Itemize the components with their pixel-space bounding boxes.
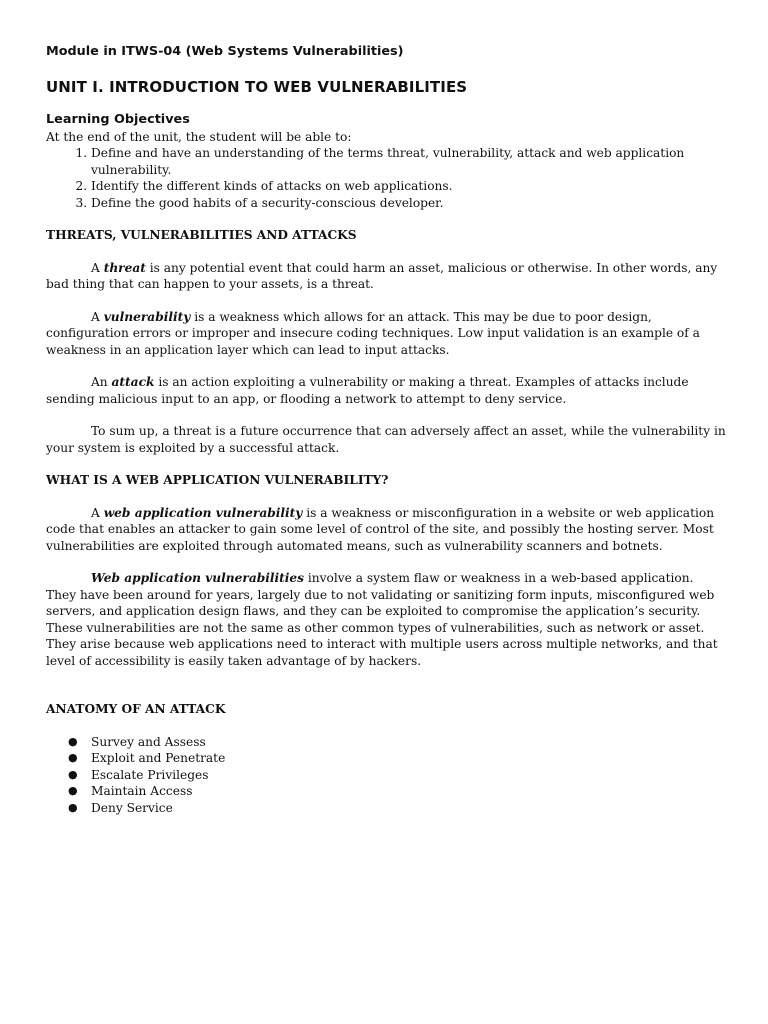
paragraph-threat xyxy=(46,260,726,293)
paragraph-web-app-vuln-def xyxy=(46,505,726,555)
term-vulnerability: vulnerability xyxy=(103,309,191,324)
objective-item: 2. Identify the different kinds of attacks on web applications. xyxy=(91,178,726,195)
paragraph-attack xyxy=(46,374,726,407)
learning-objectives-title: Learning Objectives xyxy=(46,112,190,127)
objective-item: 1. Define and have an understanding of the terms threat, vulnerability, attack and web application vulnerability. xyxy=(91,145,726,178)
section-heading-web-app-vuln: WHAT IS A WEB APPLICATION VULNERABILITY? xyxy=(46,473,389,487)
list-item-text: Maintain Access xyxy=(91,784,193,798)
list-item xyxy=(68,767,726,784)
bullet-icon: ● xyxy=(68,767,78,781)
text-run: A xyxy=(91,505,104,520)
term-web-app-vuln: web application vulnerability xyxy=(103,505,303,520)
paragraph-summary: To sum up, a threat is a future occurrence that can adversely affect an asset, while the vulnerability in your system is exploited by a successful attack. xyxy=(46,424,726,455)
paragraph-vulnerability xyxy=(46,309,726,359)
list-item xyxy=(68,734,726,751)
bullet-icon: ● xyxy=(68,784,78,797)
text-run: is an action exploiting a vulnerability or making a threat. Examples of attacks include sending malicious input to an app, or flooding a network to attempt to deny service. xyxy=(46,375,689,406)
bullet-icon: ● xyxy=(68,734,78,748)
term-attack: attack xyxy=(111,375,155,389)
section-heading-threats: THREATS, VULNERABILITIES AND ATTACKS xyxy=(46,228,357,242)
bullet-icon: ● xyxy=(68,751,78,764)
list-item-text: Escalate Privileges xyxy=(91,767,209,782)
list-item xyxy=(68,750,726,767)
list-item xyxy=(68,800,726,817)
text-run: An xyxy=(91,375,112,389)
text-run: involve a system flaw or weakness in a web-based application. They have been around for years, largely due to not validating or sanitizing form inputs, misconfigured web servers, and application design flaws, and they can be exploited to compromise the application’s security. These vulnerabilities are not the same as other common types of vulnerabilities, such as network or asset. They arise because web applications need to interact with multiple users across multiple networks, and that level of accessibility is easily taken advantage of by hackers. xyxy=(46,571,718,668)
module-subtitle: (Web Systems Vulnerabilities) xyxy=(185,44,404,59)
text-run: is any potential event that could harm an asset, malicious or otherwise. In other words, any bad thing that can happen to your assets, is a threat. xyxy=(46,260,718,291)
unit-title: UNIT I. INTRODUCTION TO WEB VULNERABILITIES xyxy=(46,77,468,96)
anatomy-list xyxy=(46,734,726,817)
paragraph-web-app-vulns xyxy=(46,570,726,669)
module-header xyxy=(46,44,726,61)
text-run: A xyxy=(91,260,104,275)
text-run: is a weakness or misconfiguration in a website or web application code that enables an attacker to gain some level of control of the site, and possibly the hosting server. Most vulnerabilities are exploited through automated means, such as vulnerability scanners and botnets. xyxy=(46,505,715,553)
term-web-app-vulns: Web application vulnerabilities xyxy=(91,571,305,585)
objectives-list xyxy=(46,145,726,211)
text-run: A xyxy=(91,309,104,324)
learning-objectives-intro: At the end of the unit, the student will be able to: xyxy=(46,129,352,144)
list-item-text: Survey and Assess xyxy=(91,734,206,749)
list-item-text: Deny Service xyxy=(91,800,173,815)
term-threat: threat xyxy=(103,260,146,275)
list-item xyxy=(68,783,726,800)
list-item-text: Exploit and Penetrate xyxy=(91,751,226,765)
document-page xyxy=(46,44,726,816)
objective-item: 3. Define the good habits of a security-conscious developer. xyxy=(91,195,726,212)
section-heading-anatomy: ANATOMY OF AN ATTACK xyxy=(46,702,226,716)
module-prefix: Module in ITWS-04 xyxy=(46,44,186,59)
bullet-icon: ● xyxy=(68,800,78,814)
text-run: is a weakness which allows for an attack. This may be due to poor design, configuration errors or improper and insecure coding techniques. Low input validation is an example of a weakness in an application layer which can lead to input attacks. xyxy=(46,309,700,357)
